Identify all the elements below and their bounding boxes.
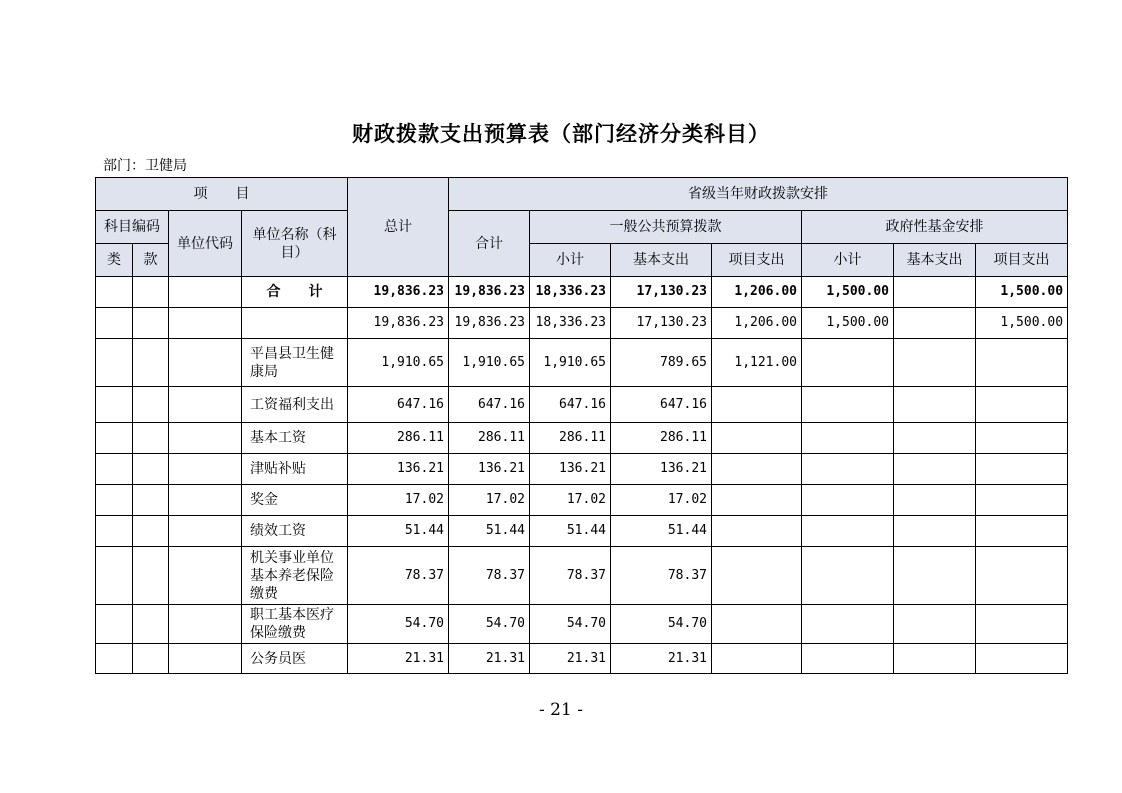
gf-sub-cell: 1,500.00: [802, 308, 894, 339]
category-cell: [96, 454, 133, 485]
category-cell: [96, 387, 133, 423]
item-cell: [133, 547, 169, 605]
item-cell: [133, 516, 169, 547]
gp-basic-cell: 17.02: [611, 485, 712, 516]
gp-sub-cell: 136.21: [530, 454, 611, 485]
gp-basic-cell: 51.44: [611, 516, 712, 547]
item-cell: [133, 644, 169, 674]
sum-cell: 78.37: [449, 547, 530, 605]
unit-code-cell: [169, 605, 242, 644]
header-gov-fund: 政府性基金安排: [802, 211, 1068, 244]
unit-code-cell: [169, 308, 242, 339]
gp-sub-cell: 18,336.23: [530, 277, 611, 308]
total-cell: 19,836.23: [348, 308, 449, 339]
gp-project-cell: 1,206.00: [712, 277, 802, 308]
gp-basic-cell: 78.37: [611, 547, 712, 605]
header-unit-code: 单位代码: [169, 211, 242, 277]
gp-sub-cell: 54.70: [530, 605, 611, 644]
gf-project-cell: 1,500.00: [976, 308, 1068, 339]
unit-code-cell: [169, 277, 242, 308]
total-cell: 1,910.65: [348, 339, 449, 387]
page-title: 财政拨款支出预算表（部门经济分类科目）: [352, 122, 770, 146]
table-row: [96, 454, 1068, 485]
sum-cell: 21.31: [449, 644, 530, 674]
unit-code-cell: [169, 516, 242, 547]
header-gp-basic: 基本支出: [611, 244, 712, 277]
item-cell: [133, 454, 169, 485]
gf-sub-cell: [802, 485, 894, 516]
header-gp-subtotal: 小计: [530, 244, 611, 277]
gf-sub-cell: [802, 339, 894, 387]
gp-sub-cell: 78.37: [530, 547, 611, 605]
total-cell: 286.11: [348, 423, 449, 454]
unit-code-cell: [169, 423, 242, 454]
header-gf-basic: 基本支出: [894, 244, 976, 277]
header-gf-project: 项目支出: [976, 244, 1068, 277]
gp-project-cell: [712, 485, 802, 516]
unit-name-cell: 合 计: [242, 277, 348, 308]
category-cell: [96, 423, 133, 454]
gf-basic-cell: [894, 339, 976, 387]
gp-project-cell: [712, 547, 802, 605]
unit-name-cell: 公务员医: [242, 644, 348, 674]
gp-project-cell: 1,121.00: [712, 339, 802, 387]
gf-sub-cell: [802, 387, 894, 423]
gp-project-cell: [712, 516, 802, 547]
gf-project-cell: [976, 423, 1068, 454]
gp-sub-cell: 21.31: [530, 644, 611, 674]
gf-basic-cell: [894, 277, 976, 308]
gp-basic-cell: 647.16: [611, 387, 712, 423]
header-category: 类: [96, 244, 133, 277]
unit-code-cell: [169, 454, 242, 485]
item-cell: [133, 277, 169, 308]
sum-cell: 54.70: [449, 605, 530, 644]
table-row: [96, 485, 1068, 516]
item-cell: [133, 485, 169, 516]
gf-sub-cell: [802, 605, 894, 644]
gf-project-cell: [976, 339, 1068, 387]
unit-code-cell: [169, 547, 242, 605]
unit-name-cell: 基本工资: [242, 423, 348, 454]
table-row: [96, 547, 1068, 605]
unit-name-cell: 机关事业单位基本养老保险缴费: [242, 547, 348, 605]
gf-sub-cell: [802, 454, 894, 485]
total-cell: 17.02: [348, 485, 449, 516]
item-cell: [133, 423, 169, 454]
unit-code-cell: [169, 339, 242, 387]
unit-name-cell: 绩效工资: [242, 516, 348, 547]
header-total: 总计: [348, 178, 449, 277]
sum-cell: 136.21: [449, 454, 530, 485]
gp-basic-cell: 136.21: [611, 454, 712, 485]
gp-project-cell: [712, 644, 802, 674]
item-cell: [133, 339, 169, 387]
gf-project-cell: 1,500.00: [976, 277, 1068, 308]
category-cell: [96, 644, 133, 674]
gp-basic-cell: 286.11: [611, 423, 712, 454]
header-unit-name: 单位名称（科目）: [242, 211, 348, 277]
gp-basic-cell: 17,130.23: [611, 277, 712, 308]
gp-basic-cell: 21.31: [611, 644, 712, 674]
gp-project-cell: [712, 423, 802, 454]
category-cell: [96, 605, 133, 644]
gp-basic-cell: 17,130.23: [611, 308, 712, 339]
sum-cell: 17.02: [449, 485, 530, 516]
gp-project-cell: [712, 454, 802, 485]
gp-basic-cell: 789.65: [611, 339, 712, 387]
department-label: 部门：卫健局: [103, 158, 187, 174]
gf-basic-cell: [894, 387, 976, 423]
unit-code-cell: [169, 485, 242, 516]
unit-name-cell: 津贴补贴: [242, 454, 348, 485]
gp-project-cell: 1,206.00: [712, 308, 802, 339]
table-row: [96, 644, 1068, 674]
header-gp-project: 项目支出: [712, 244, 802, 277]
gp-sub-cell: 18,336.23: [530, 308, 611, 339]
gf-basic-cell: [894, 308, 976, 339]
sum-cell: 19,836.23: [449, 308, 530, 339]
sum-cell: 1,910.65: [449, 339, 530, 387]
category-cell: [96, 485, 133, 516]
total-cell: 51.44: [348, 516, 449, 547]
unit-code-cell: [169, 387, 242, 423]
unit-name-cell: [242, 308, 348, 339]
category-cell: [96, 308, 133, 339]
gf-sub-cell: [802, 644, 894, 674]
total-cell: 21.31: [348, 644, 449, 674]
total-row: [96, 277, 1068, 308]
table-row: [96, 308, 1068, 339]
sum-cell: 19,836.23: [449, 277, 530, 308]
gf-project-cell: [976, 547, 1068, 605]
unit-name-cell: 职工基本医疗保险缴费: [242, 605, 348, 644]
gp-project-cell: [712, 387, 802, 423]
header-subject-code: 科目编码: [96, 211, 169, 244]
category-cell: [96, 339, 133, 387]
category-cell: [96, 516, 133, 547]
unit-name-cell: 平昌县卫生健康局: [242, 339, 348, 387]
header-gf-subtotal: 小计: [802, 244, 894, 277]
gf-sub-cell: [802, 547, 894, 605]
table-row: [96, 339, 1068, 387]
gf-basic-cell: [894, 454, 976, 485]
gf-sub-cell: 1,500.00: [802, 277, 894, 308]
gp-sub-cell: 1,910.65: [530, 339, 611, 387]
header-general-public: 一般公共预算拨款: [530, 211, 802, 244]
unit-name-cell: 奖金: [242, 485, 348, 516]
item-cell: [133, 308, 169, 339]
gf-basic-cell: [894, 644, 976, 674]
gf-project-cell: [976, 454, 1068, 485]
total-cell: 19,836.23: [348, 277, 449, 308]
gp-sub-cell: 286.11: [530, 423, 611, 454]
item-cell: [133, 387, 169, 423]
gf-project-cell: [976, 516, 1068, 547]
unit-name-cell: 工资福利支出: [242, 387, 348, 423]
total-cell: 647.16: [348, 387, 449, 423]
gp-sub-cell: 51.44: [530, 516, 611, 547]
gp-sub-cell: 17.02: [530, 485, 611, 516]
gf-sub-cell: [802, 423, 894, 454]
gf-basic-cell: [894, 516, 976, 547]
gp-basic-cell: 54.70: [611, 605, 712, 644]
category-cell: [96, 547, 133, 605]
header-provincial: 省级当年财政拨款安排: [449, 178, 1068, 211]
total-cell: 54.70: [348, 605, 449, 644]
gf-basic-cell: [894, 605, 976, 644]
gp-sub-cell: 647.16: [530, 387, 611, 423]
gf-basic-cell: [894, 423, 976, 454]
gf-project-cell: [976, 485, 1068, 516]
total-cell: 136.21: [348, 454, 449, 485]
header-project: 项 目: [96, 178, 348, 211]
gf-project-cell: [976, 387, 1068, 423]
category-cell: [96, 277, 133, 308]
header-item: 款: [133, 244, 169, 277]
gf-basic-cell: [894, 547, 976, 605]
gf-project-cell: [976, 605, 1068, 644]
gp-project-cell: [712, 605, 802, 644]
sum-cell: 51.44: [449, 516, 530, 547]
total-cell: 78.37: [348, 547, 449, 605]
item-cell: [133, 605, 169, 644]
gf-sub-cell: [802, 516, 894, 547]
unit-code-cell: [169, 644, 242, 674]
table-row: [96, 387, 1068, 423]
header-sum: 合计: [449, 211, 530, 277]
table-row: [96, 605, 1068, 644]
budget-table: [95, 177, 1068, 674]
table-row: [96, 516, 1068, 547]
page-number: - 21 -: [539, 700, 583, 720]
table-row: [96, 423, 1068, 454]
gf-project-cell: [976, 644, 1068, 674]
sum-cell: 647.16: [449, 387, 530, 423]
sum-cell: 286.11: [449, 423, 530, 454]
gf-basic-cell: [894, 485, 976, 516]
